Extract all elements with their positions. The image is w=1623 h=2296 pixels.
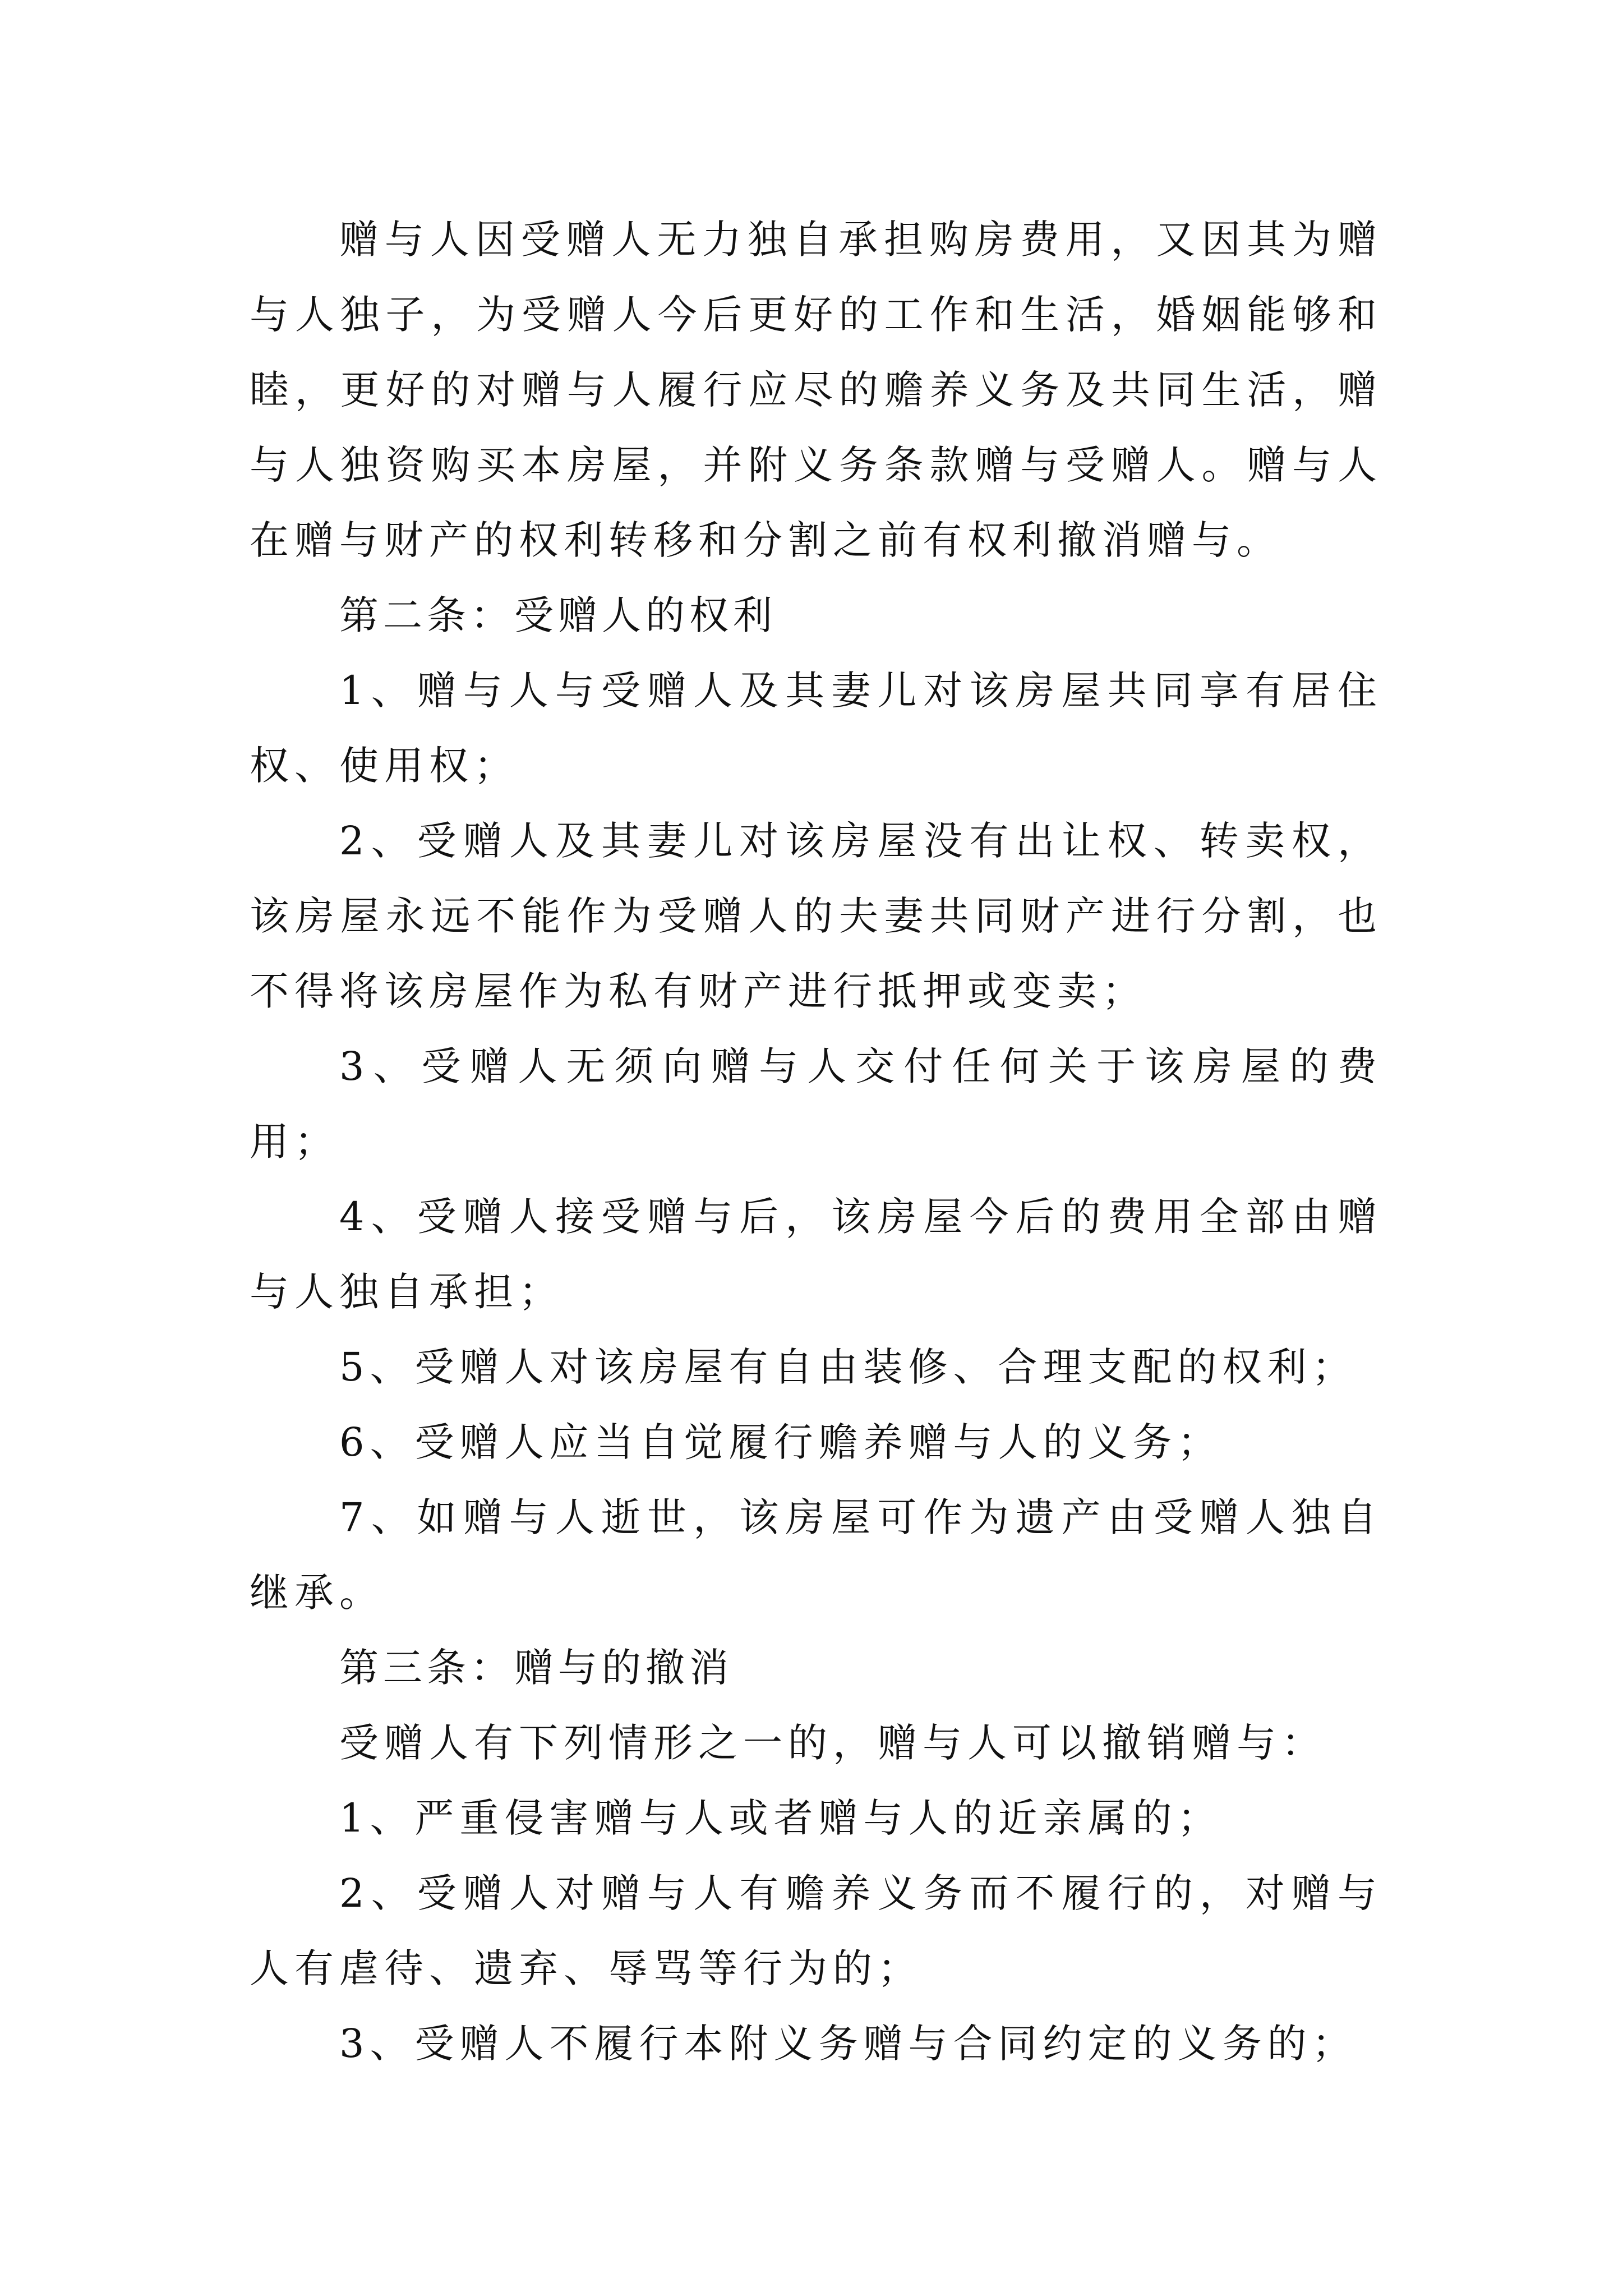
list-item-right-5: 5、受赠人对该房屋有自由装修、合理支配的权利； [339,1344,1357,1390]
heading-article-2-recipient-rights: 第二条：受赠人的权利 [339,592,777,638]
paragraph-gift-purpose: 赠与人因受赠人无力独自承担购房费用，又因其为赠与人独子，为受赠人今后更好的工作和生活，婚姻能够和睦，更好的对赠与人履行应尽的赡养义务及共同生活，赠与人独资购买本房屋，并附义务条款赠与受赠人。赠与人在赠与财产的权利转移和分割之前有权利撤消赠与。 [250,217,1382,563]
list-item-right-2: 2、受赠人及其妻儿对该房屋没有出让权、转卖权，该房屋永远不能作为受赠人的夫妻共同财产进行分割，也不得将该房屋作为私有财产进行抵押或变卖； [250,818,1382,1014]
list-item-revocation-3: 3、受赠人不履行本附义务赠与合同约定的义务的； [339,2021,1357,2067]
list-item-right-3: 3、受赠人无须向赠与人交付任何关于该房屋的费用； [250,1043,1382,1165]
list-item-right-4: 4、受赠人接受赠与后，该房屋今后的费用全部由赠与人独自承担； [250,1194,1382,1315]
heading-article-3-revocation: 第三条：赠与的撤消 [339,1645,733,1691]
list-item-right-6: 6、受赠人应当自觉履行赡养赠与人的义务； [339,1419,1223,1465]
list-item-revocation-2: 2、受赠人对赠与人有赡养义务而不履行的，对赠与人有虐待、遗弃、辱骂等行为的； [250,1870,1382,1991]
list-item-right-7: 7、如赠与人逝世，该房屋可作为遗产由受赠人独自继承。 [250,1494,1382,1616]
list-item-revocation-1: 1、严重侵害赠与人或者赠与人的近亲属的； [339,1795,1223,1841]
document-body [250,202,1382,2081]
revocation-intro: 受赠人有下列情形之一的，赠与人可以撤销赠与： [339,1720,1326,1766]
list-item-right-1: 1、赠与人与受赠人及其妻儿对该房屋共同享有居住权、使用权； [250,668,1382,789]
